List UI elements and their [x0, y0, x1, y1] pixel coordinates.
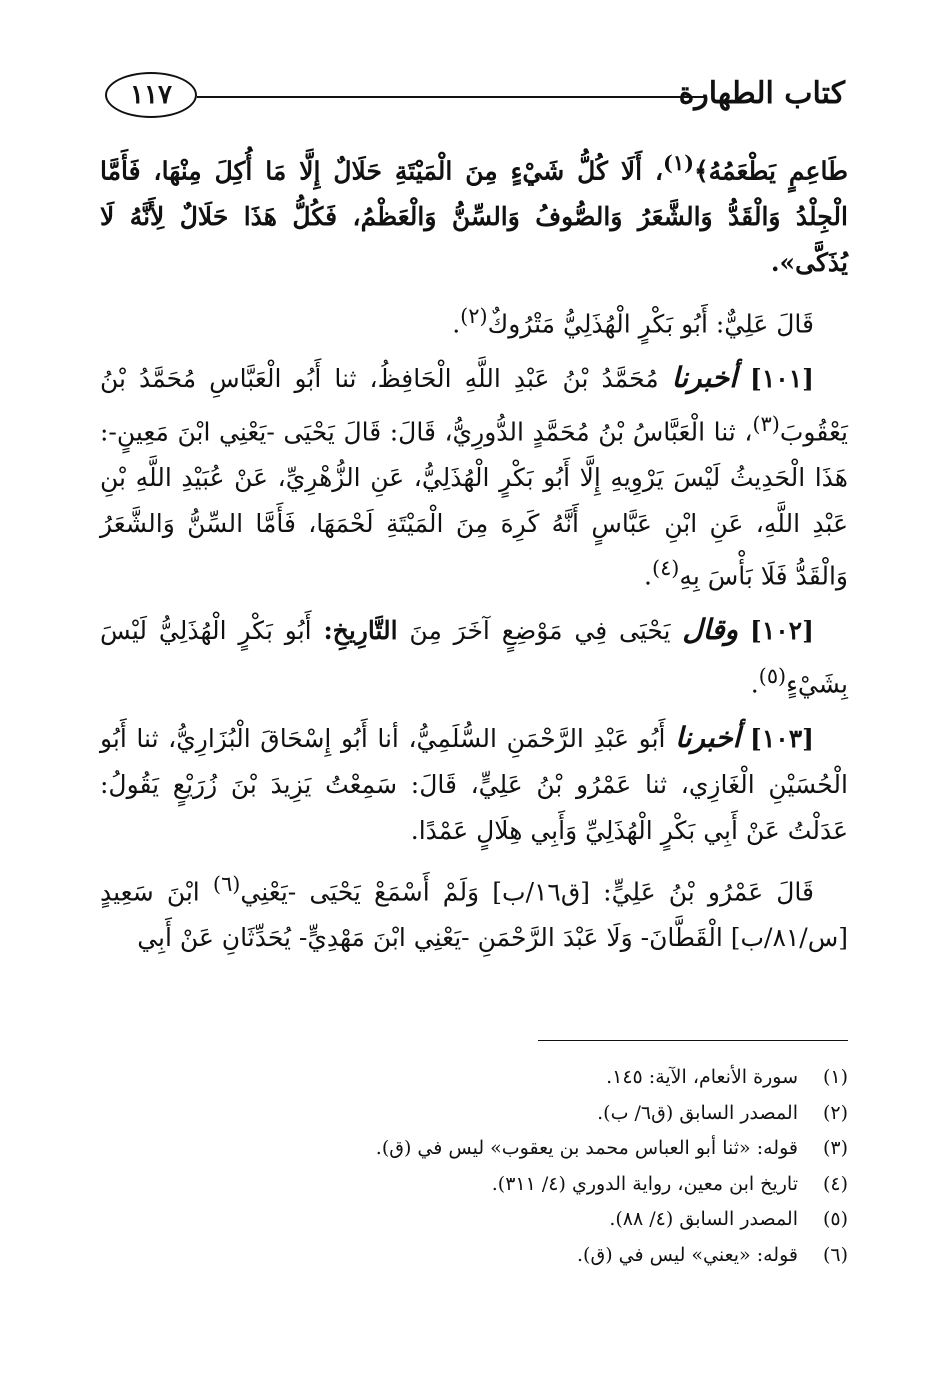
page-number: ١١٧	[105, 72, 197, 118]
footnote-item	[108, 1096, 848, 1132]
footnote-number: (٥)	[822, 1208, 848, 1231]
page-header	[105, 70, 845, 126]
paragraph-text: أَبُو عَبْدِ الرَّحْمَنِ السُّلَمِيُّ، أنا أَبُو إِسْحَاقَ الْبُزَارِيُّ، ثنا أَبُو الْحُسَيْنِ الْغَازِي، ثنا عَمْرُو بْنُ عَلِيٍّ، قَالَ: سَمِعْتُ يَزِيدَ بْنَ زُرَيْعٍ يَقُولُ: عَدَلْتُ عَنْ أَبِي بَكْرٍ الْهُذَلِيِّ وَأَبِي هِلَالٍ عَمْدًا.	[100, 724, 848, 845]
paragraph-102: [١٠٢] وقال يَحْيَى فِي مَوْضِعٍ آخَرَ مِنَ التَّارِيخِ: أَبُو بَكْرٍ الْهُذَلِيُّ لَيْسَ بِشَيْءٍ$^{(٥)}$.	[100, 613, 848, 699]
paragraph-text: قَالَ عَمْرُو بْنُ عَلِيٍّ: [ق١٦/ب] وَلَمْ أَسْمَعْ يَحْيَى -يَعْنِي	[240, 877, 815, 907]
paragraph-text: أَبُو بَكْرٍ الْهُذَلِيُّ لَيْسَ بِشَيْءٍ	[100, 616, 848, 699]
verse-end: طَاعِمٍ يَطْعَمُهُ﴾	[693, 156, 848, 186]
paragraph-text: يَحْيَى فِي مَوْضِعٍ آخَرَ مِنَ	[409, 616, 671, 646]
footnotes	[108, 1060, 848, 1274]
footnote-item	[108, 1167, 848, 1203]
main-text	[100, 140, 848, 961]
footnote-text: قوله: «ثنا أبو العباس محمد بن يعقوب» ليس في (ق).	[375, 1137, 798, 1160]
footnote-text: سورة الأنعام، الآية: ١٤٥.	[606, 1066, 798, 1088]
footnote-marker: (٤)	[651, 556, 680, 581]
footnote-divider	[538, 1040, 848, 1041]
footnote-number: (٣)	[822, 1137, 848, 1160]
footnote-text: المصدر السابق (ق٦/ ب).	[597, 1101, 798, 1124]
footnote-number: (٦)	[822, 1243, 848, 1266]
paragraph-text: ، أَلَا كُلُّ شَيْءٍ مِنَ الْمَيْتَةِ حَلَالٌ إِلَّا مَا أُكِلَ مِنْهَا، فَأَمَّا الْجِلْدُ وَالْقَدُّ وَالشَّعَرُ وَالصُّوفُ وَالسِّنُّ وَالْعَظْمُ، فَكُلُّ هَذَا حَلَالٌ لِأَنَّهُ لَا يُذَكَّى».	[100, 156, 848, 277]
narration-keyword: وقال	[682, 613, 739, 647]
paragraph-text: قَالَ عَلِيٌّ: أَبُو بَكْرٍ الْهُذَلِيُّ مَتْرُوكٌ	[487, 309, 814, 339]
footnote-marker: (٣)	[752, 411, 780, 436]
book-title: كتاب الطهارة	[678, 76, 845, 111]
footnote-marker: (٦)	[212, 871, 241, 896]
footnote-text: المصدر السابق (٤/ ٨٨).	[609, 1208, 798, 1231]
paragraph-text: ، ثنا الْعَبَّاسُ بْنُ مُحَمَّدٍ الدُّورِيُّ، قَالَ: قَالَ يَحْيَى -يَعْنِي ابْنَ مَعِينٍ-: هَذَا الْحَدِيثُ لَيْسَ يَرْوِيهِ إِلَّا أَبُو بَكْرٍ الْهُذَلِيُّ، عَنِ الزُّهْرِيِّ، عَنْ عُبَيْدِ اللَّهِ بْنِ عَبْدِ اللَّهِ، عَنِ ابْنِ عَبَّاسٍ أَنَّهُ كَرِهَ مِنَ الْمَيْتَةِ لَحْمَهَا، فَأَمَّا السِّنُّ وَالشَّعَرُ وَالْقَدُّ فَلَا بَأْسَ بِهِ	[100, 416, 848, 591]
paragraph-2: قَالَ عَلِيٌّ: أَبُو بَكْرٍ الْهُذَلِيُّ مَتْرُوكٌ$^{(٢)}$.	[452, 303, 814, 339]
book-reference: التَّارِيخِ:	[323, 616, 398, 646]
footnote-number: (٢)	[822, 1101, 848, 1124]
paragraph-text: ابْنَ سَعِيدٍ [س/٨١/ب] الْقَطَّانَ- وَلَا عَبْدَ الرَّحْمَنِ -يَعْنِي ابْنَ مَهْدِيٍّ- يُحَدِّثَانِ عَنْ أَبِي	[100, 877, 848, 952]
footnote-marker: (٢)	[460, 303, 488, 328]
paragraph-101: [١٠١] أخبرنا مُحَمَّدُ بْنُ عَبْدِ اللَّهِ الْحَافِظُ، ثنا أَبُو الْعَبَّاسِ مُحَمَّدُ بْنُ يَعْقُوبَ$^{(٣)}$، ثنا الْعَبَّاسُ بْنُ مُحَمَّدٍ الدُّورِيُّ، قَالَ: قَالَ يَحْيَى -يَعْنِي ابْنَ مَعِينٍ-: هَذَا الْحَدِيثُ لَيْسَ يَرْوِيهِ إِلَّا أَبُو بَكْرٍ الْهُذَلِيُّ، عَنِ الزُّهْرِيِّ، عَنْ عُبَيْدِ اللَّهِ بْنِ عَبْدِ اللَّهِ، عَنِ ابْنِ عَبَّاسٍ أَنَّهُ كَرِهَ مِنَ الْمَيْتَةِ لَحْمَهَا، فَأَمَّا السِّنُّ وَالشَّعَرُ وَالْقَدُّ فَلَا بَأْسَ بِهِ$^{(٤)}$.	[100, 360, 848, 591]
footnote-item	[108, 1202, 848, 1238]
footnote-number: (٤)	[822, 1172, 848, 1195]
narration-keyword: أخبرنا	[675, 721, 741, 755]
hadith-number: [١٠٣]	[750, 724, 814, 754]
footnote-text: تاريخ ابن معين، رواية الدوري (٤/ ٣١١).	[491, 1172, 798, 1195]
narration-keyword: أخبرنا	[671, 360, 737, 394]
header-rule	[197, 96, 705, 98]
paragraph-text: مُحَمَّدُ بْنُ عَبْدِ اللَّهِ الْحَافِظُ، ثنا أَبُو الْعَبَّاسِ مُحَمَّدُ بْنُ يَعْقُوبَ	[100, 363, 848, 446]
footnote-marker: (١)	[663, 150, 694, 175]
paragraph-103	[100, 715, 848, 853]
footnote-marker: (٥)	[758, 664, 787, 689]
hadith-number: [١٠١]	[750, 363, 815, 393]
paragraph-6	[100, 862, 848, 961]
footnote-item	[108, 1131, 848, 1167]
footnote-text: قوله: «يعني» ليس في (ق).	[577, 1243, 798, 1266]
footnote-item	[108, 1238, 848, 1274]
footnote-number: (١)	[822, 1066, 848, 1088]
paragraph-1	[100, 140, 848, 286]
hadith-number: [١٠٢]	[749, 616, 814, 646]
footnote-item	[108, 1060, 848, 1096]
